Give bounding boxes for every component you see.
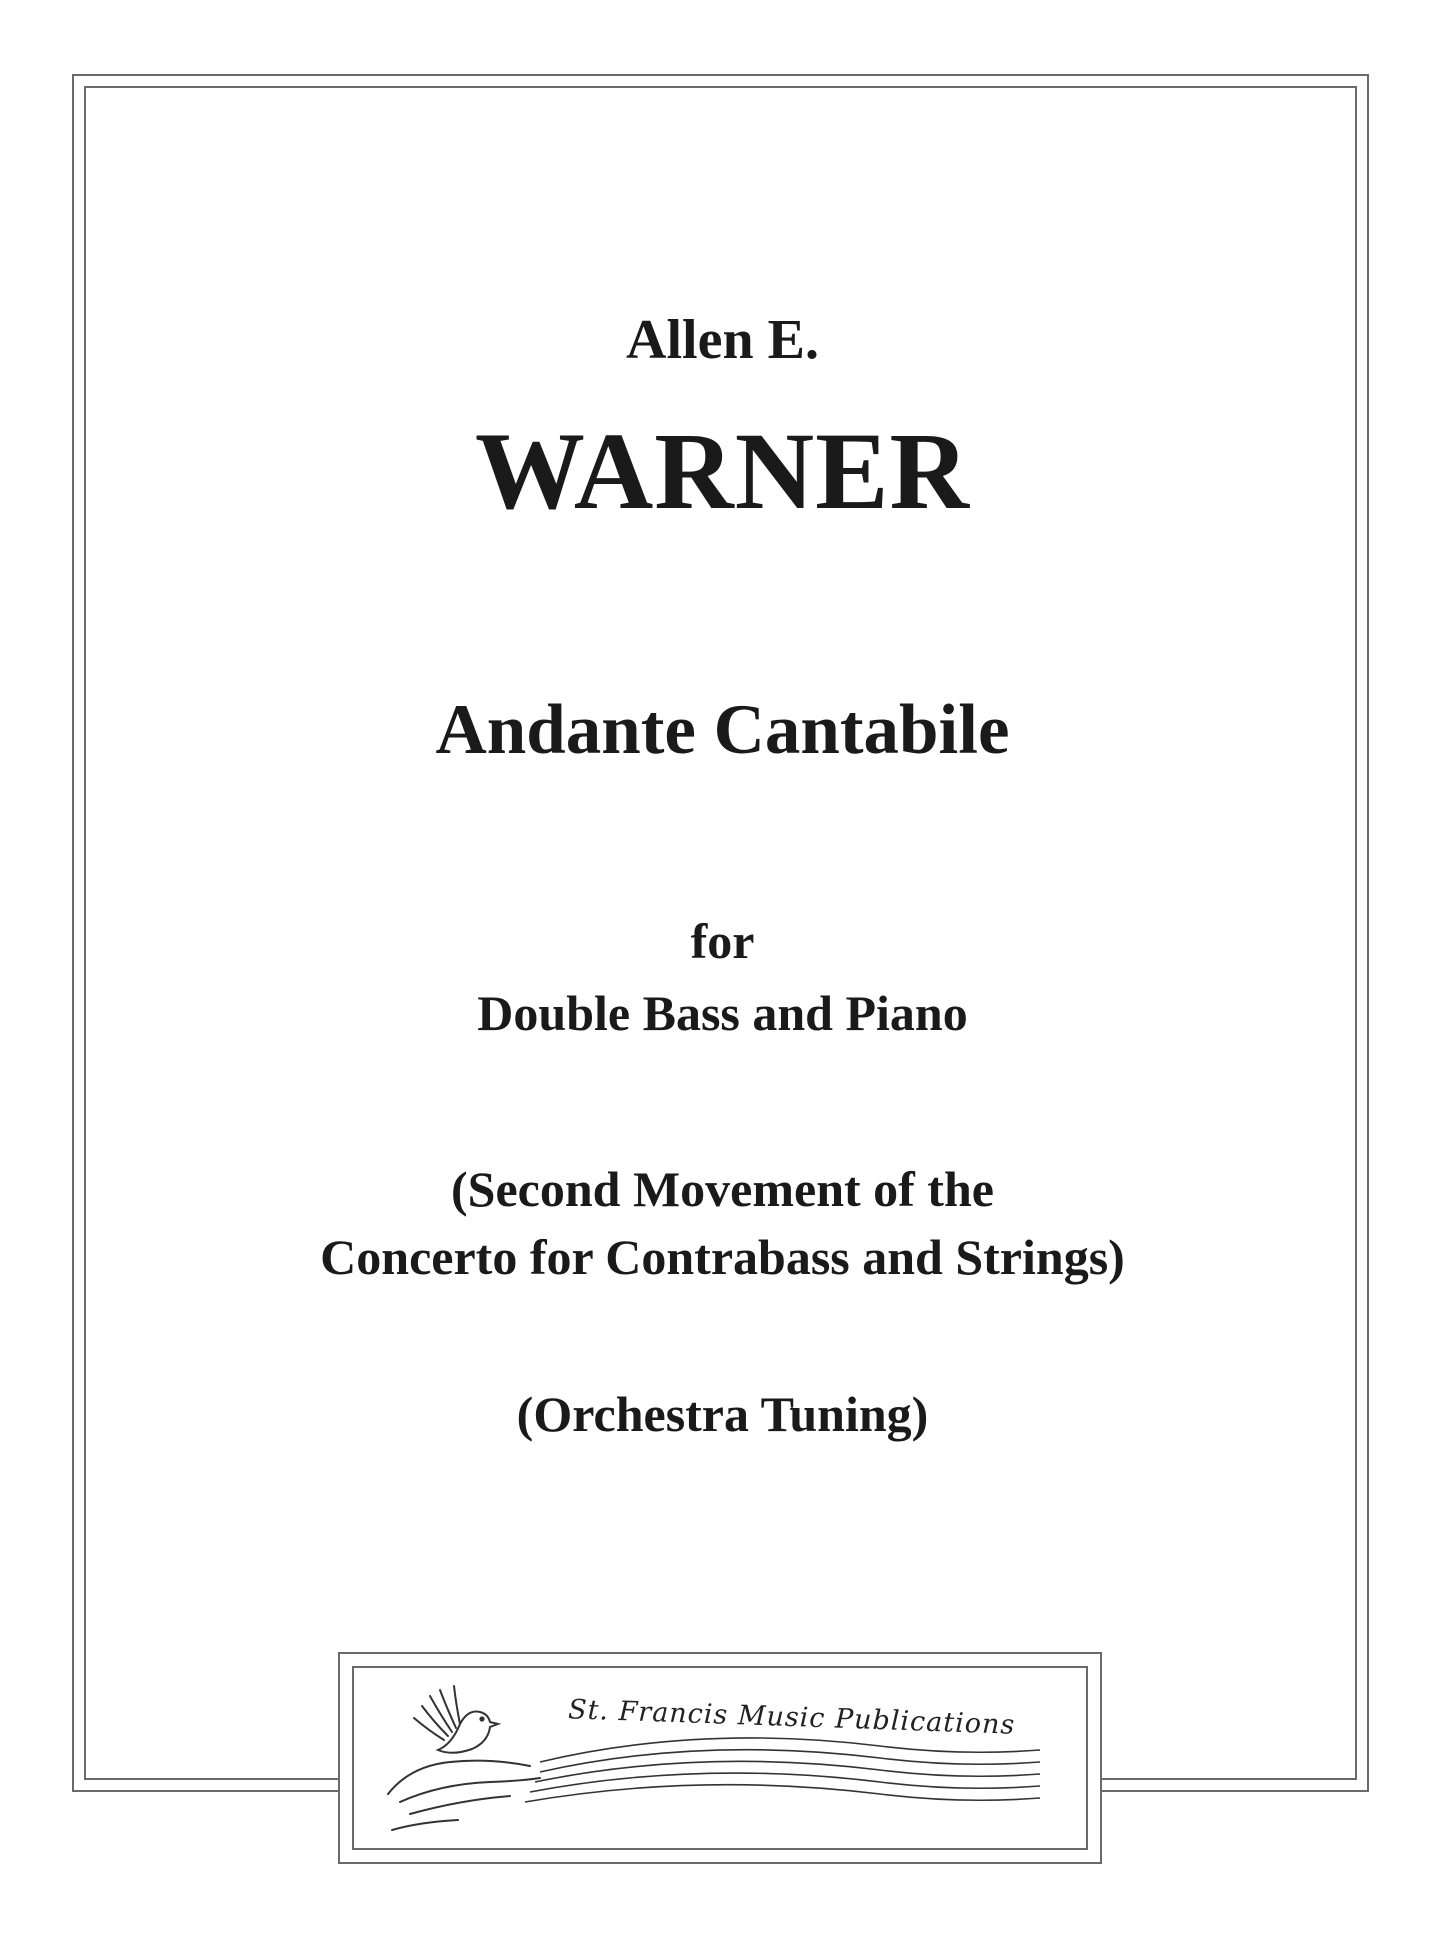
composer-first-name: Allen E. [626,309,819,371]
movement-line-2: Concerto for Contrabass and Strings) [320,1229,1125,1285]
for-label: for [690,913,755,969]
movement-line-1: (Second Movement of the [451,1161,994,1217]
publisher-logo [338,1652,1102,1864]
composer-surname: WARNER [475,410,970,532]
publisher-name: St. Francis Music Publications [567,1694,1016,1741]
instrumentation: Double Bass and Piano [477,985,968,1041]
work-title: Andante Cantabile [435,691,1010,769]
tuning-note: (Orchestra Tuning) [516,1386,929,1442]
dove-hand-staff-icon [340,1654,1104,1866]
